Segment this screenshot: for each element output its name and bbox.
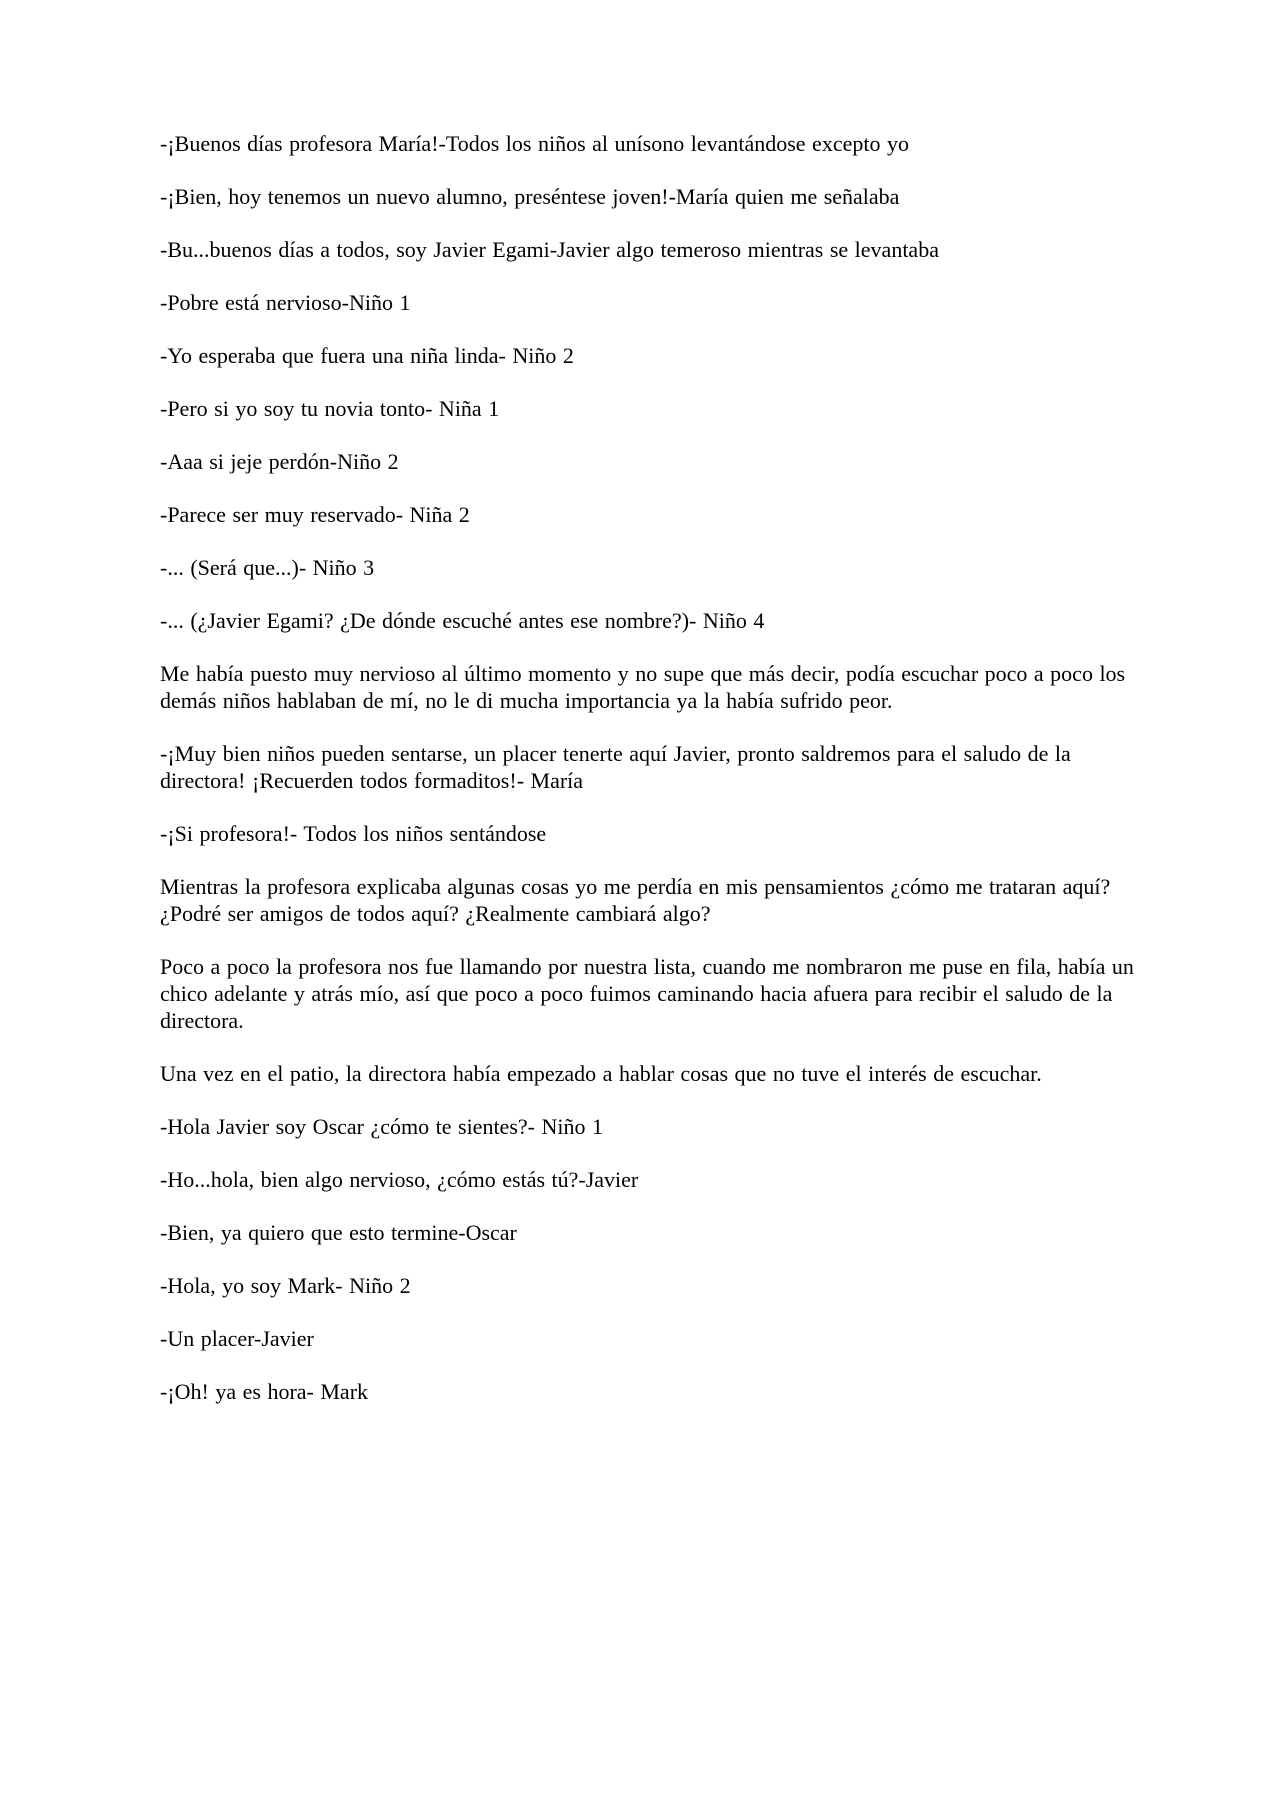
dialogue-line: -Parece ser muy reservado- Niña 2: [160, 502, 470, 527]
dialogue-line: -... (Será que...)- Niño 3: [160, 555, 375, 580]
dialogue-line: -Ho...hola, bien algo nervioso, ¿cómo estás tú?-Javier: [160, 1167, 639, 1192]
dialogue-line: -Aaa si jeje perdón-Niño 2: [160, 449, 399, 474]
dialogue-line: -... (¿Javier Egami? ¿De dónde escuché antes ese nombre?)- Niño 4: [160, 608, 765, 633]
dialogue-line: -¡Oh! ya es hora- Mark: [160, 1379, 369, 1404]
dialogue-line: -Pero si yo soy tu novia tonto- Niña 1: [160, 396, 500, 421]
dialogue-line: -¡Si profesora!- Todos los niños sentándose: [160, 821, 547, 846]
dialogue-line: -Un placer-Javier: [160, 1326, 314, 1351]
narration-paragraph: Poco a poco la profesora nos fue llamando por nuestra lista, cuando me nombraron me puse en fila, había un chico adelante y atrás mío, así que poco a poco fuimos caminando hacia afuera para recibir el saludo de la directora.: [160, 954, 1134, 1033]
narration-paragraph: Una vez en el patio, la directora había empezado a hablar cosas que no tuve el interés de escuchar.: [160, 1061, 1042, 1086]
dialogue-line: -Bu...buenos días a todos, soy Javier Egami-Javier algo temeroso mientras se levantaba: [160, 237, 939, 262]
narration-paragraph: Me había puesto muy nervioso al último momento y no supe que más decir, podía escuchar poco a poco los demás niños hablaban de mí, no le di mucha importancia ya la había sufrido peor.: [160, 661, 1126, 713]
dialogue-line: -Yo esperaba que fuera una niña linda- Niño 2: [160, 343, 574, 368]
dialogue-line: -Hola, yo soy Mark- Niño 2: [160, 1273, 411, 1298]
narration-paragraph: Mientras la profesora explicaba algunas cosas yo me perdía en mis pensamientos ¿cómo me trataran aquí? ¿Podré ser amigos de todos aquí? ¿Realmente cambiará algo?: [160, 874, 1111, 926]
dialogue-line: -Bien, ya quiero que esto termine-Oscar: [160, 1220, 517, 1245]
dialogue-line: -¡Bien, hoy tenemos un nuevo alumno, preséntese joven!-María quien me señalaba: [160, 184, 900, 209]
dialogue-line: -Hola Javier soy Oscar ¿cómo te sientes?- Niño 1: [160, 1114, 603, 1139]
dialogue-line: -Pobre está nervioso-Niño 1: [160, 290, 411, 315]
dialogue-line: -¡Muy bien niños pueden sentarse, un placer tenerte aquí Javier, pronto saldremos para el saludo de la directora! ¡Recuerden todos formaditos!- María: [160, 741, 1071, 793]
dialogue-line: -¡Buenos días profesora María!-Todos los niños al unísono levantándose excepto yo: [160, 131, 909, 156]
